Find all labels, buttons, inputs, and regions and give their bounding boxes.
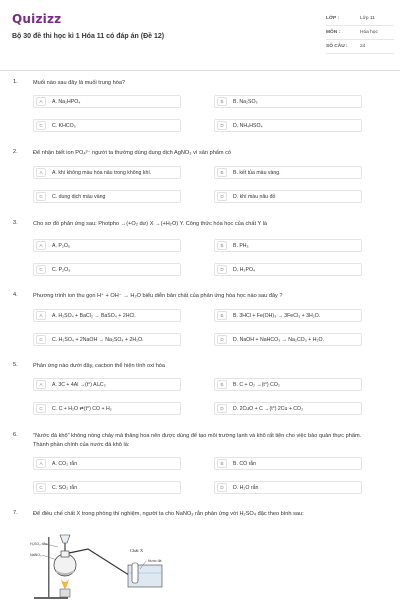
option-b[interactable] <box>214 457 362 470</box>
question-text: Muối nào sau đây là muối trung hòa? <box>33 80 126 86</box>
option-text: A. 3C + 4Al →(t°) Al₄C₃ <box>52 381 106 388</box>
option-b[interactable] <box>214 95 362 108</box>
question-number: 4. <box>13 292 18 298</box>
option-text: D. khí màu nâu đỏ <box>233 193 276 200</box>
option-text: D. H₃PO₄ <box>233 266 256 273</box>
option-text: C. SO₂ rắn <box>52 484 78 491</box>
option-letter: D <box>217 483 227 492</box>
option-text: A. khí không màu hóa nâu trong không khí. <box>52 169 152 176</box>
question-number: 5. <box>13 362 18 368</box>
meta-value: Hóa học <box>360 30 378 35</box>
option-letter: B <box>217 168 227 177</box>
question-number: 3. <box>13 220 18 226</box>
option-d[interactable] <box>214 402 362 415</box>
meta-table <box>326 12 394 54</box>
label-acid: H₂SO₄ đặc <box>30 542 48 546</box>
question-text: Để điều chế chất X trong phòng thí nghiệm, người ta cho NaNO₃ rắn phản ứng với H₂SO₄ đặc theo bình sau: <box>33 511 304 517</box>
option-d[interactable] <box>214 333 362 346</box>
option-letter: C <box>36 404 46 413</box>
option-letter: A <box>36 459 46 468</box>
question-text: Phương trình ion thu gọn H⁺ + OH⁻ → H₂O biểu diễn bản chất của phản ứng hóa học nào sau đây ? <box>33 293 283 299</box>
option-c[interactable] <box>33 333 181 346</box>
question-text: Cho sơ đồ phản ứng sau: Photpho →(+O₂ dư) X →(+H₂O) Y. Công thức hóa học của chất Y là <box>33 221 268 227</box>
question-text: "Nước đá khô" không nóng chảy mà thăng hoa nên được dùng để tạo môi trường lạnh và khô rất tiện cho việc bảo quản thực phẩm. Thành phần chính của nước đá khô là: <box>33 433 362 448</box>
apparatus-diagram <box>28 523 178 600</box>
option-a[interactable] <box>33 166 181 179</box>
option-a[interactable] <box>33 239 181 252</box>
option-d[interactable] <box>214 190 362 203</box>
option-letter: D <box>217 192 227 201</box>
option-letter: A <box>36 241 46 250</box>
option-text: D. 2CuO + C →(t°) 2Cu + CO₂ <box>233 405 304 412</box>
option-b[interactable] <box>214 166 362 179</box>
apparatus-figure <box>28 523 178 600</box>
option-b[interactable] <box>214 239 362 252</box>
option-text: C. H₂SO₄ + 2NaOH → Na₂SO₄ + 2H₂O. <box>52 336 144 343</box>
question-number: 2. <box>13 149 18 155</box>
question-number: 7. <box>13 510 18 516</box>
option-letter: D <box>217 265 227 274</box>
option-letter: B <box>217 311 227 320</box>
option-letter: C <box>36 192 46 201</box>
option-letter: B <box>217 97 227 106</box>
option-b[interactable] <box>214 309 362 322</box>
option-text: A. CO₂ rắn <box>52 460 78 467</box>
option-c[interactable] <box>33 190 181 203</box>
question-number: 1. <box>13 79 18 85</box>
option-letter: D <box>217 121 227 130</box>
meta-value: Lớp 11 <box>360 16 375 21</box>
option-d[interactable] <box>214 119 362 132</box>
option-letter: A <box>36 311 46 320</box>
option-text: B. PH₃ <box>233 242 249 249</box>
label-ice-water: Nước đá <box>148 559 162 563</box>
option-d[interactable] <box>214 481 362 494</box>
option-text: D. NaOH + NaHCO₃ → Na₂CO₃ + H₂O. <box>233 336 324 343</box>
label-product-x: Chất X <box>130 548 144 553</box>
option-text: A. P₂O₅ <box>52 242 70 249</box>
meta-row-class <box>326 12 394 26</box>
option-text: D. NH₄HSO₄ <box>233 122 263 129</box>
option-a[interactable] <box>33 309 181 322</box>
option-letter: C <box>36 265 46 274</box>
option-letter: C <box>36 121 46 130</box>
option-text: C. P₂O₃ <box>52 266 71 273</box>
option-letter: D <box>217 404 227 413</box>
option-text: B. Na₂SO₃ <box>233 98 258 105</box>
option-letter: C <box>36 335 46 344</box>
option-text: A. H₂SO₄ + BaCl₂ → BaSO₄ + 2HCl. <box>52 312 136 319</box>
option-c[interactable] <box>33 481 181 494</box>
option-letter: B <box>217 380 227 389</box>
option-text: C. dung dịch màu vàng <box>52 193 106 200</box>
option-text: B. 3HCl + Fe(OH)₃ → 3FeCl₃ + 3H₂O. <box>233 312 321 319</box>
option-letter: A <box>36 380 46 389</box>
option-c[interactable] <box>33 263 181 276</box>
option-d[interactable] <box>214 263 362 276</box>
option-letter: B <box>217 241 227 250</box>
meta-value: 24 <box>360 44 366 49</box>
option-text: B. C + O₂ →(t°) CO₂ <box>233 381 280 388</box>
option-c[interactable] <box>33 402 181 415</box>
option-a[interactable] <box>33 457 181 470</box>
worksheet-header <box>0 0 400 70</box>
option-letter: A <box>36 168 46 177</box>
option-text: B. CO rắn <box>233 460 257 467</box>
question-text: Để nhận biết ion PO₄³⁻ người ta thường dùng dung dịch AgNO₃ vì sản phẩm có <box>33 150 232 156</box>
option-a[interactable] <box>33 378 181 391</box>
document-title: Bộ 30 đề thi học kì 1 Hóa 11 có đáp án (Đề 12) <box>12 33 165 40</box>
question-number: 6. <box>13 432 18 438</box>
option-letter: C <box>36 483 46 492</box>
header-divider <box>0 70 400 71</box>
question-text: Phản ứng nào dưới đây, cacbon thể hiện tính oxi hóa <box>33 363 166 369</box>
meta-label: SỐ CÂU : <box>326 44 348 49</box>
quizizz-logo: Quizizz <box>12 12 62 26</box>
meta-row-count <box>326 40 394 54</box>
option-letter: A <box>36 97 46 106</box>
option-text: D. H₂O rắn <box>233 484 259 491</box>
option-text: C. C + H₂O ⇄(t°) CO + H₂ <box>52 405 112 412</box>
meta-row-subject <box>326 26 394 40</box>
option-c[interactable] <box>33 119 181 132</box>
meta-label: LỚP : <box>326 16 340 21</box>
option-letter: D <box>217 335 227 344</box>
label-salt: NaNO₃ <box>30 553 42 557</box>
meta-label: MÔN : <box>326 30 341 35</box>
option-text: B. kết tủa màu vàng. <box>233 169 281 176</box>
option-text: A. Na₂HPO₄ <box>52 98 81 105</box>
option-a[interactable] <box>33 95 181 108</box>
option-b[interactable] <box>214 378 362 391</box>
option-letter: B <box>217 459 227 468</box>
option-text: C. KHCO₃ <box>52 122 76 129</box>
